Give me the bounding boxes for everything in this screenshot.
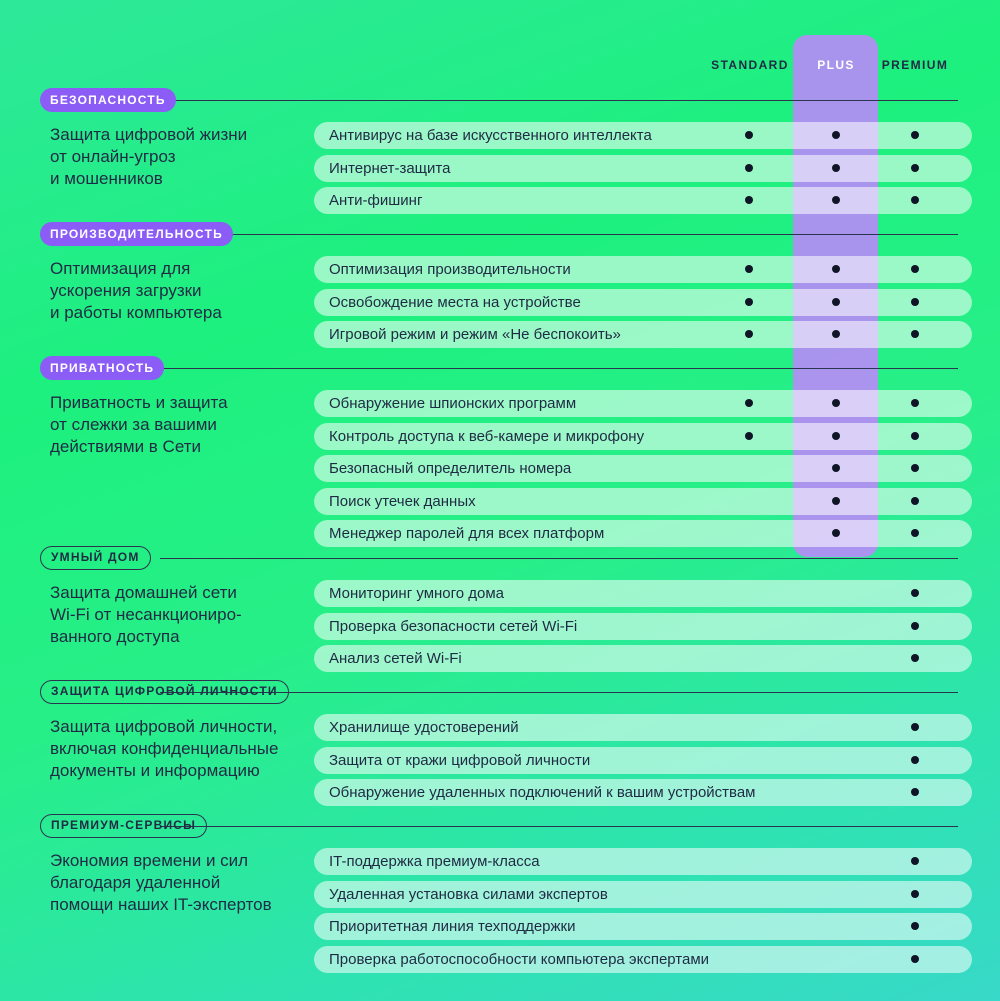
feature-row — [314, 645, 972, 672]
feature-row — [314, 613, 972, 640]
section-badge: БЕЗОПАСНОСТЬ — [40, 88, 176, 112]
section-divider — [160, 368, 958, 369]
section-description-line: и мошенников — [50, 169, 163, 188]
feature-row — [314, 289, 972, 316]
included-dot-premium — [911, 399, 919, 407]
feature-row — [314, 580, 972, 607]
included-dot-premium — [911, 432, 919, 440]
included-dot-premium — [911, 529, 919, 537]
feature-row — [314, 256, 972, 283]
section-description-line: Приватность и защита — [50, 393, 228, 412]
included-dot-premium — [911, 131, 919, 139]
section-description-line: помощи наших IT-экспертов — [50, 895, 272, 914]
included-dot-standard — [745, 298, 753, 306]
feature-row — [314, 122, 972, 149]
section-divider — [160, 826, 958, 827]
feature-label: Интернет-защита — [329, 159, 451, 177]
section-description-line: Защита цифровой личности, — [50, 717, 278, 736]
included-dot-premium — [911, 196, 919, 204]
included-dot-plus — [832, 529, 840, 537]
feature-label: Менеджер паролей для всех платформ — [329, 525, 605, 542]
feature-label: Освобождение места на устройстве — [329, 293, 581, 311]
feature-label: Обнаружение шпионских программ — [329, 395, 577, 412]
feature-row — [314, 455, 972, 482]
included-dot-standard — [745, 432, 753, 440]
feature-label: Проверка безопасности сетей Wi-Fi — [329, 617, 578, 635]
feature-label: Анти-фишинг — [329, 192, 423, 209]
included-dot-premium — [911, 955, 919, 963]
section-description-line: от слежки за вашими — [50, 415, 217, 434]
section-badge: ЗАЩИТА ЦИФРОВОЙ ЛИЧНОСТИ — [40, 680, 289, 704]
section-description-line: ванного доступа — [50, 627, 180, 646]
included-dot-standard — [745, 399, 753, 407]
section-description-line: благодаря удаленной — [50, 873, 221, 892]
included-dot-premium — [911, 890, 919, 898]
feature-label: IT-поддержка премиум-класса — [329, 853, 540, 870]
feature-label: Защита от кражи цифровой личности — [329, 751, 591, 769]
included-dot-premium — [911, 589, 919, 597]
included-dot-premium — [911, 654, 919, 662]
included-dot-premium — [911, 164, 919, 172]
feature-row — [314, 881, 972, 908]
section-description — [50, 124, 310, 190]
column-header-standard: STANDARD — [711, 58, 789, 72]
included-dot-plus — [832, 464, 840, 472]
feature-row — [314, 423, 972, 450]
section-description — [50, 850, 310, 916]
section-divider — [160, 234, 958, 235]
section-badge: ПРЕМИУМ-СЕРВИСЫ — [40, 814, 207, 838]
included-dot-premium — [911, 265, 919, 273]
section-description-line: от онлайн-угроз — [50, 147, 176, 166]
feature-label: Оптимизация производительности — [329, 261, 571, 278]
section-description-line: Wi-Fi от несанкциониро- — [50, 605, 242, 624]
included-dot-plus — [832, 432, 840, 440]
included-dot-premium — [911, 857, 919, 865]
included-dot-standard — [745, 265, 753, 273]
feature-row — [314, 488, 972, 515]
section-description — [50, 392, 310, 458]
included-dot-plus — [832, 164, 840, 172]
section-badge: ПРИВАТНОСТЬ — [40, 356, 164, 380]
section-divider — [160, 100, 958, 101]
included-dot-standard — [745, 131, 753, 139]
included-dot-plus — [832, 298, 840, 306]
section-description — [50, 582, 310, 648]
feature-row — [314, 321, 972, 348]
feature-label: Обнаружение удаленных подключений к вашим устройствам — [329, 784, 756, 801]
feature-label: Удаленная установка силами экспертов — [329, 885, 608, 903]
included-dot-plus — [832, 265, 840, 273]
included-dot-premium — [911, 464, 919, 472]
section-description-line: Защита домашней сети — [50, 583, 237, 602]
feature-row — [314, 187, 972, 214]
feature-row — [314, 390, 972, 417]
section-description — [50, 258, 310, 324]
feature-label: Хранилище удостоверений — [329, 719, 519, 736]
section-description-line: Защита цифровой жизни — [50, 125, 248, 144]
included-dot-premium — [911, 298, 919, 306]
included-dot-plus — [832, 330, 840, 338]
section-description — [50, 716, 310, 782]
feature-row — [314, 155, 972, 182]
column-header-premium: PREMIUM — [881, 58, 949, 72]
included-dot-standard — [745, 330, 753, 338]
feature-row — [314, 913, 972, 940]
section-description-line: ускорения загрузки — [50, 281, 202, 300]
included-dot-premium — [911, 497, 919, 505]
feature-label: Анализ сетей Wi-Fi — [329, 650, 462, 667]
section-divider — [160, 558, 958, 559]
section-description-line: Оптимизация для — [50, 259, 191, 278]
feature-label: Контроль доступа к веб-камере и микрофону — [329, 427, 645, 445]
included-dot-premium — [911, 788, 919, 796]
included-dot-premium — [911, 756, 919, 764]
section-description-line: включая конфиденциальные — [50, 739, 279, 758]
included-dot-premium — [911, 622, 919, 630]
feature-row — [314, 779, 972, 806]
section-description-line: и работы компьютера — [50, 303, 222, 322]
feature-label: Проверка работоспособности компьютера экспертами — [329, 950, 710, 968]
feature-label: Поиск утечек данных — [329, 492, 476, 510]
feature-label: Мониторинг умного дома — [329, 585, 505, 602]
section-badge: УМНЫЙ ДОМ — [40, 546, 151, 570]
included-dot-premium — [911, 723, 919, 731]
included-dot-plus — [832, 497, 840, 505]
feature-label: Игровой режим и режим «Не беспокоить» — [329, 326, 621, 343]
feature-row — [314, 520, 972, 547]
feature-row — [314, 848, 972, 875]
included-dot-plus — [832, 131, 840, 139]
feature-label: Безопасный определитель номера — [329, 460, 572, 477]
feature-label: Антивирус на базе искусственного интеллекта — [329, 127, 652, 144]
included-dot-plus — [832, 196, 840, 204]
section-description-line: документы и информацию — [50, 761, 260, 780]
feature-row — [314, 946, 972, 973]
section-description-line: действиями в Сети — [50, 437, 201, 456]
included-dot-standard — [745, 164, 753, 172]
column-header-plus: PLUS — [817, 58, 855, 72]
section-description-line: Экономия времени и сил — [50, 851, 249, 870]
included-dot-premium — [911, 330, 919, 338]
feature-row — [314, 714, 972, 741]
included-dot-standard — [745, 196, 753, 204]
included-dot-premium — [911, 922, 919, 930]
section-badge: ПРОИЗВОДИТЕЛЬНОСТЬ — [40, 222, 233, 246]
feature-row — [314, 747, 972, 774]
feature-label: Приоритетная линия техподдержки — [329, 918, 576, 935]
included-dot-plus — [832, 399, 840, 407]
